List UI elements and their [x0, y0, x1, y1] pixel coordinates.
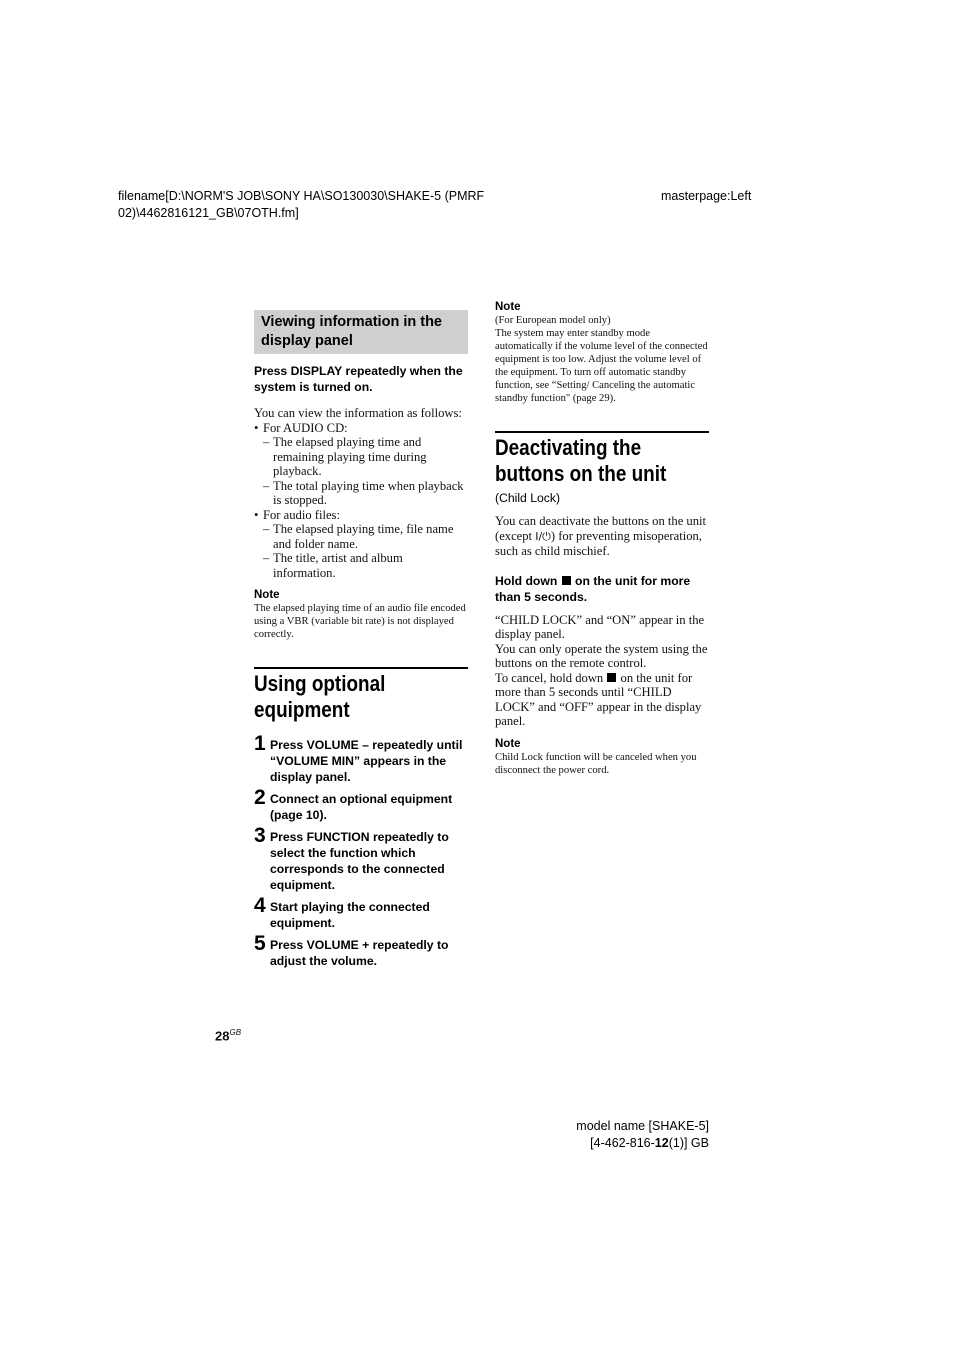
model-code-prefix: [4-462-816-	[590, 1136, 655, 1150]
viewing-intro: You can view the information as follows:	[254, 406, 462, 420]
step-1	[254, 732, 468, 785]
model-code-suffix: (1)] GB	[668, 1136, 709, 1150]
child-lock-title	[495, 435, 710, 487]
step-2	[254, 786, 468, 823]
step-number: 1	[254, 732, 266, 755]
child-lock-note-label: Note	[495, 737, 521, 750]
optional-title-line-2: equipment	[254, 697, 350, 722]
intro-text-after: ) for preventing misoperation, such as child mischief.	[495, 528, 702, 558]
stop-square-icon	[562, 576, 571, 585]
filename-line-1: filename[D:\NORM'S JOB\SONY HA\SO130030\SHAKE-5 (PMRF	[118, 189, 485, 203]
model-footer	[540, 1118, 709, 1152]
filename-line-2: 02)\4462816121_GB\07OTH.fm]	[118, 206, 299, 220]
list-item: – The total playing time when playback is stopped.	[263, 479, 468, 508]
list-item: – The elapsed playing time and remaining playing time during playback.	[263, 435, 468, 479]
model-name: model name [SHAKE-5]	[576, 1119, 709, 1133]
procedure-text-after: on the unit for more than 5 seconds.	[495, 573, 691, 604]
list-item: – The elapsed playing time, file name and folder name.	[263, 522, 468, 551]
page-number-value: 28	[215, 1028, 230, 1044]
viewing-note-label: Note	[254, 589, 280, 601]
power-icon: I/⏻	[535, 529, 551, 543]
child-lock-intro	[495, 514, 709, 559]
stop-square-icon	[607, 673, 616, 682]
result-on: “CHILD LOCK” and “ON” appear in the display panel.	[495, 612, 705, 641]
list-item: – The title, artist and album information.	[263, 551, 468, 580]
child-lock-procedure-heading	[495, 573, 709, 605]
cancel-text-before: To cancel, hold down	[495, 670, 607, 685]
model-code	[540, 1135, 709, 1152]
standby-note-label: Note	[495, 301, 521, 313]
viewing-note-text: The elapsed playing time of an audio file encoded using a VBR (variable bit rate) is not displayed correctly.	[254, 603, 466, 640]
step-text: Connect an optional equipment (page 10).	[270, 792, 453, 822]
step-text: Press VOLUME – repeatedly until “VOLUME MIN” appears in the display panel.	[270, 738, 463, 784]
child-lock-caption: (Child Lock)	[495, 491, 561, 505]
viewing-list	[254, 421, 468, 581]
viewing-procedure-heading: Press DISPLAY repeatedly when the system is turned on.	[254, 364, 463, 394]
model-code-bold: 12	[654, 1136, 669, 1150]
standby-note-text: (For European model only) The system may enter standby mode automatically if the volume level of the connected equipment is too low. Adjust the volume level of the equipment. To turn off automatic standby function, see “Setting/ Canceling the automatic standby function" (page 29).	[495, 315, 708, 404]
viewing-body	[254, 406, 468, 580]
cd-label: For AUDIO CD:	[263, 420, 348, 435]
page-number	[215, 1025, 241, 1044]
cancel-text-after: on the unit for more than 5 seconds until “CHILD LOCK” and “OFF” appear in the display panel.	[495, 670, 702, 728]
optional-steps	[254, 732, 468, 969]
viewing-info-heading	[254, 310, 468, 354]
result-remote-only: You can only operate the system using the buttons on the remote control.	[495, 641, 708, 670]
list-item	[254, 508, 468, 581]
step-text: Press VOLUME + repeatedly to adjust the volume.	[270, 938, 449, 968]
step-number: 2	[254, 786, 266, 809]
step-3	[254, 824, 468, 893]
step-text: Start playing the connected equipment.	[270, 900, 430, 930]
child-lock-results	[495, 613, 709, 729]
procedure-text-before: Hold down	[495, 573, 561, 588]
section-rule	[495, 431, 709, 433]
cd-sublist	[263, 435, 468, 508]
right-column	[495, 300, 709, 777]
left-column	[254, 310, 468, 975]
step-number: 5	[254, 932, 266, 955]
masterpage-label: masterpage:Left	[661, 189, 752, 203]
files-label: For audio files:	[263, 507, 340, 522]
section-rule	[254, 667, 468, 669]
step-number: 4	[254, 894, 266, 917]
files-sublist	[263, 522, 468, 580]
step-5	[254, 932, 468, 969]
step-number: 3	[254, 824, 266, 847]
list-item	[254, 421, 468, 508]
child-lock-title-line-2: buttons on the unit	[495, 461, 667, 486]
optional-equipment-title	[254, 671, 469, 723]
child-lock-title-line-1: Deactivating the	[495, 435, 642, 460]
filename-header	[118, 188, 538, 222]
viewing-heading-line-2: display panel	[261, 333, 353, 349]
viewing-heading-line-1: Viewing information in the	[261, 314, 442, 330]
intro-text-before: You can deactivate the buttons on the unit (except	[495, 514, 707, 543]
cancel-instruction	[495, 671, 709, 729]
optional-title-line-1: Using optional	[254, 671, 386, 696]
child-lock-note-text: Child Lock function will be canceled when you disconnect the power cord.	[495, 751, 697, 776]
step-4	[254, 894, 468, 931]
step-text: Press FUNCTION repeatedly to select the function which corresponds to the connected equipment.	[270, 830, 449, 892]
page-number-suffix: GB	[229, 1028, 242, 1037]
